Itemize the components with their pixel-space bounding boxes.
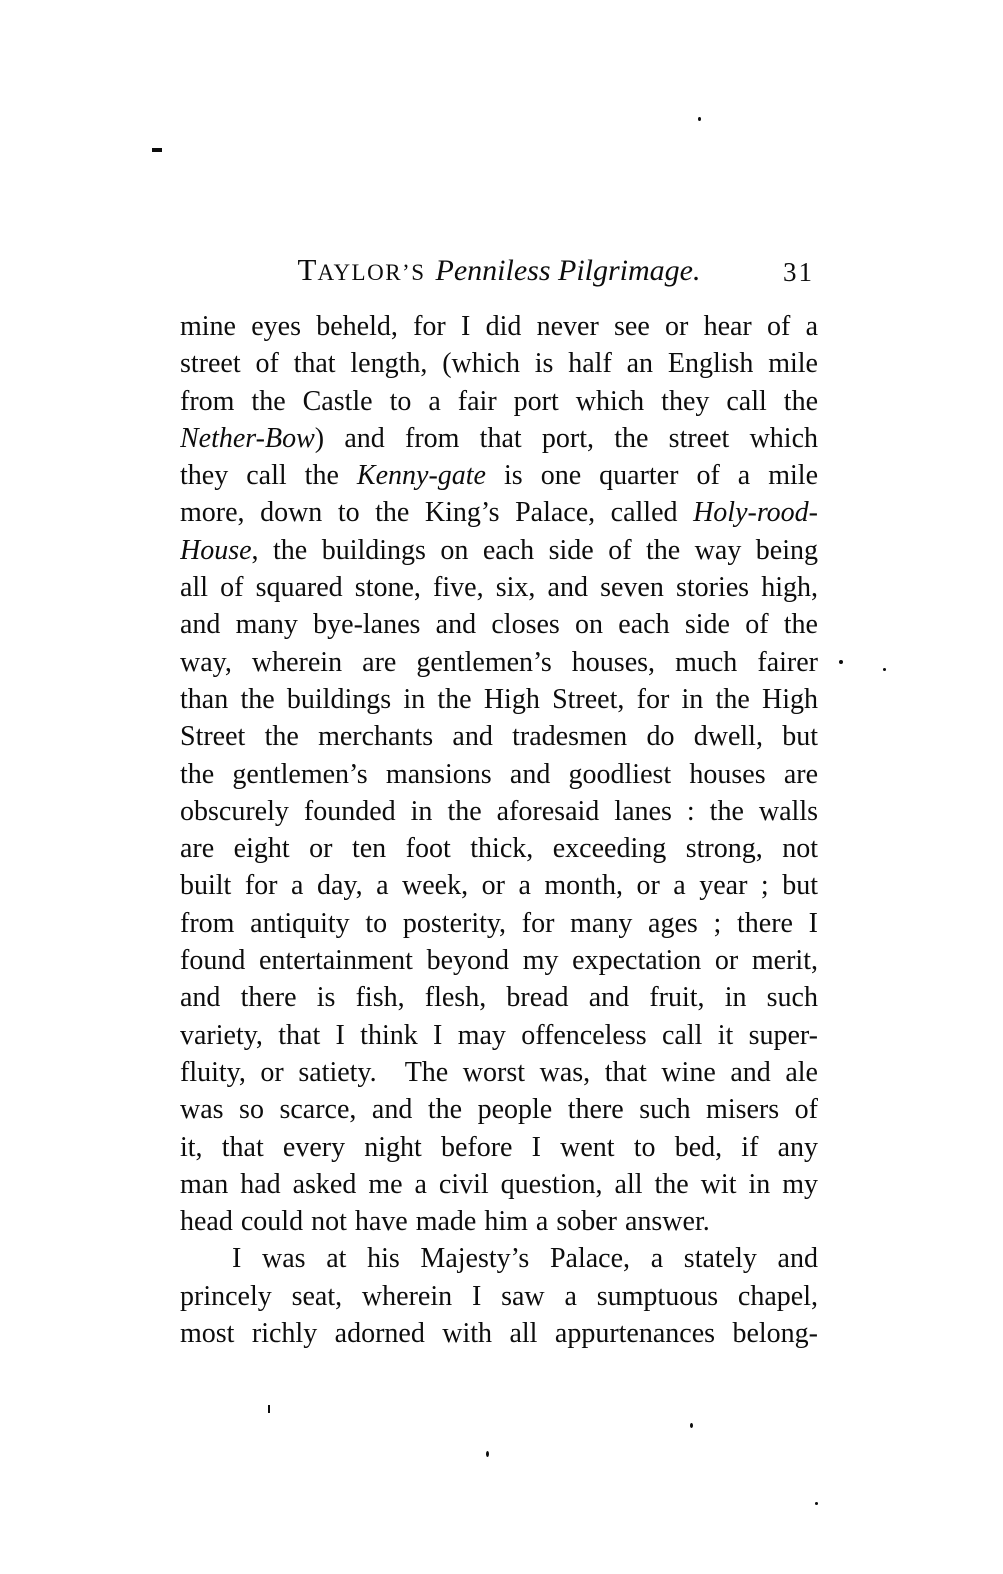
- text-run: head could not have made him a sober answer.: [180, 1206, 710, 1238]
- text-line: [180, 345, 818, 382]
- text-run: from antiquity to posterity, for many ages ; there I: [180, 907, 818, 939]
- text-run: man had asked me a civil question, all the wit in my: [180, 1168, 818, 1200]
- text-run: ) and from that port, the street which: [314, 422, 818, 454]
- text-line: [180, 681, 818, 718]
- text-line: [180, 1278, 818, 1315]
- text-line: [180, 1166, 818, 1203]
- text-line: [180, 383, 818, 420]
- text-run-italic: Nether-Bow: [180, 422, 315, 454]
- text-run-italic: Kenny-gate: [356, 460, 486, 492]
- text-line: [180, 756, 818, 793]
- text-line: [180, 1054, 818, 1091]
- text-run: than the buildings in the High Street, for in the High: [180, 683, 818, 715]
- body-text: [180, 308, 818, 1352]
- text-line: [180, 1240, 818, 1277]
- text-run: fluity, or satiety. The worst was, that wine and ale: [180, 1056, 818, 1088]
- page-number: 31: [783, 257, 814, 287]
- header-title-italic: Penniless Pilgrimage.: [435, 254, 701, 287]
- text-run: and there is fish, flesh, bread and fruit, in such: [180, 982, 818, 1014]
- text-run: is one quarter of a mile: [485, 460, 818, 492]
- scan-speck: [839, 660, 843, 664]
- text-line: [180, 644, 818, 681]
- text-line: [180, 793, 818, 830]
- text-line: [180, 830, 818, 867]
- text-line: [180, 942, 818, 979]
- text-line: [180, 494, 818, 531]
- text-run: was so scarce, and the people there such misers of: [180, 1094, 818, 1126]
- text-line: [180, 867, 818, 904]
- text-line: [180, 1315, 818, 1352]
- scan-speck: [815, 1502, 818, 1505]
- text-line: [180, 905, 818, 942]
- text-line: [180, 1129, 818, 1166]
- scan-speck: [486, 1451, 489, 1457]
- text-run: Street the merchants and tradesmen do dwell, but: [180, 721, 818, 753]
- text-line: [180, 457, 818, 494]
- text-line: [180, 606, 818, 643]
- text-run: from the Castle to a fair port which they call the: [180, 385, 818, 417]
- text-run: are eight or ten foot thick, exceeding strong, not: [180, 833, 818, 865]
- text-run: found entertainment beyond my expectation or merit,: [180, 945, 818, 977]
- header-title-smallcaps: AYLOR’S: [317, 260, 426, 285]
- text-run: all of squared stone, five, six, and seven stories high,: [180, 572, 818, 604]
- text-run: and many bye-lanes and closes on each side of the: [180, 609, 818, 641]
- running-header: [180, 248, 818, 290]
- text-line: [180, 979, 818, 1016]
- text-run-italic: House: [180, 534, 252, 566]
- text-run: street of that length, (which is half an English mile: [180, 348, 818, 380]
- header-title-initial: T: [297, 252, 318, 287]
- text-line: [180, 1091, 818, 1128]
- text-line: [180, 1017, 818, 1054]
- text-run: the gentlemen’s mansions and goodliest houses are: [180, 758, 818, 790]
- text-run: , the buildings on each side of the way being: [251, 534, 818, 566]
- scan-speck: [883, 668, 886, 671]
- text-run: more, down to the King’s Palace, called: [180, 497, 694, 529]
- scan-speck: [268, 1405, 270, 1413]
- text-line: [180, 308, 818, 345]
- text-run: built for a day, a week, or a month, or a year ; but: [180, 870, 818, 902]
- text-run: most richly adorned with all appurtenances belong-: [180, 1318, 818, 1350]
- header-title: [298, 252, 701, 288]
- text-run: princely seat, wherein I saw a sumptuous chapel,: [180, 1280, 818, 1312]
- text-run: mine eyes beheld, for I did never see or hear of a: [180, 311, 818, 342]
- text-line: [180, 532, 818, 569]
- text-run: variety, that I think I may offenceless call it super-: [180, 1019, 818, 1051]
- text-run: obscurely founded in the aforesaid lanes : the walls: [180, 795, 818, 827]
- text-line: [180, 718, 818, 755]
- text-line: [180, 1203, 818, 1240]
- text-run: it, that every night before I went to bed, if any: [180, 1131, 818, 1163]
- scan-speck: [690, 1423, 693, 1428]
- text-run: they call the: [180, 460, 357, 492]
- text-run: I was at his Majesty’s Palace, a stately and: [232, 1243, 818, 1275]
- text-run: way, wherein are gentlemen’s houses, much fairer: [180, 646, 818, 678]
- scan-speck: [698, 117, 701, 121]
- text-run-italic: Holy-rood-: [693, 497, 818, 529]
- text-line: [180, 420, 818, 457]
- scan-speck: [152, 148, 162, 152]
- text-line: [180, 569, 818, 606]
